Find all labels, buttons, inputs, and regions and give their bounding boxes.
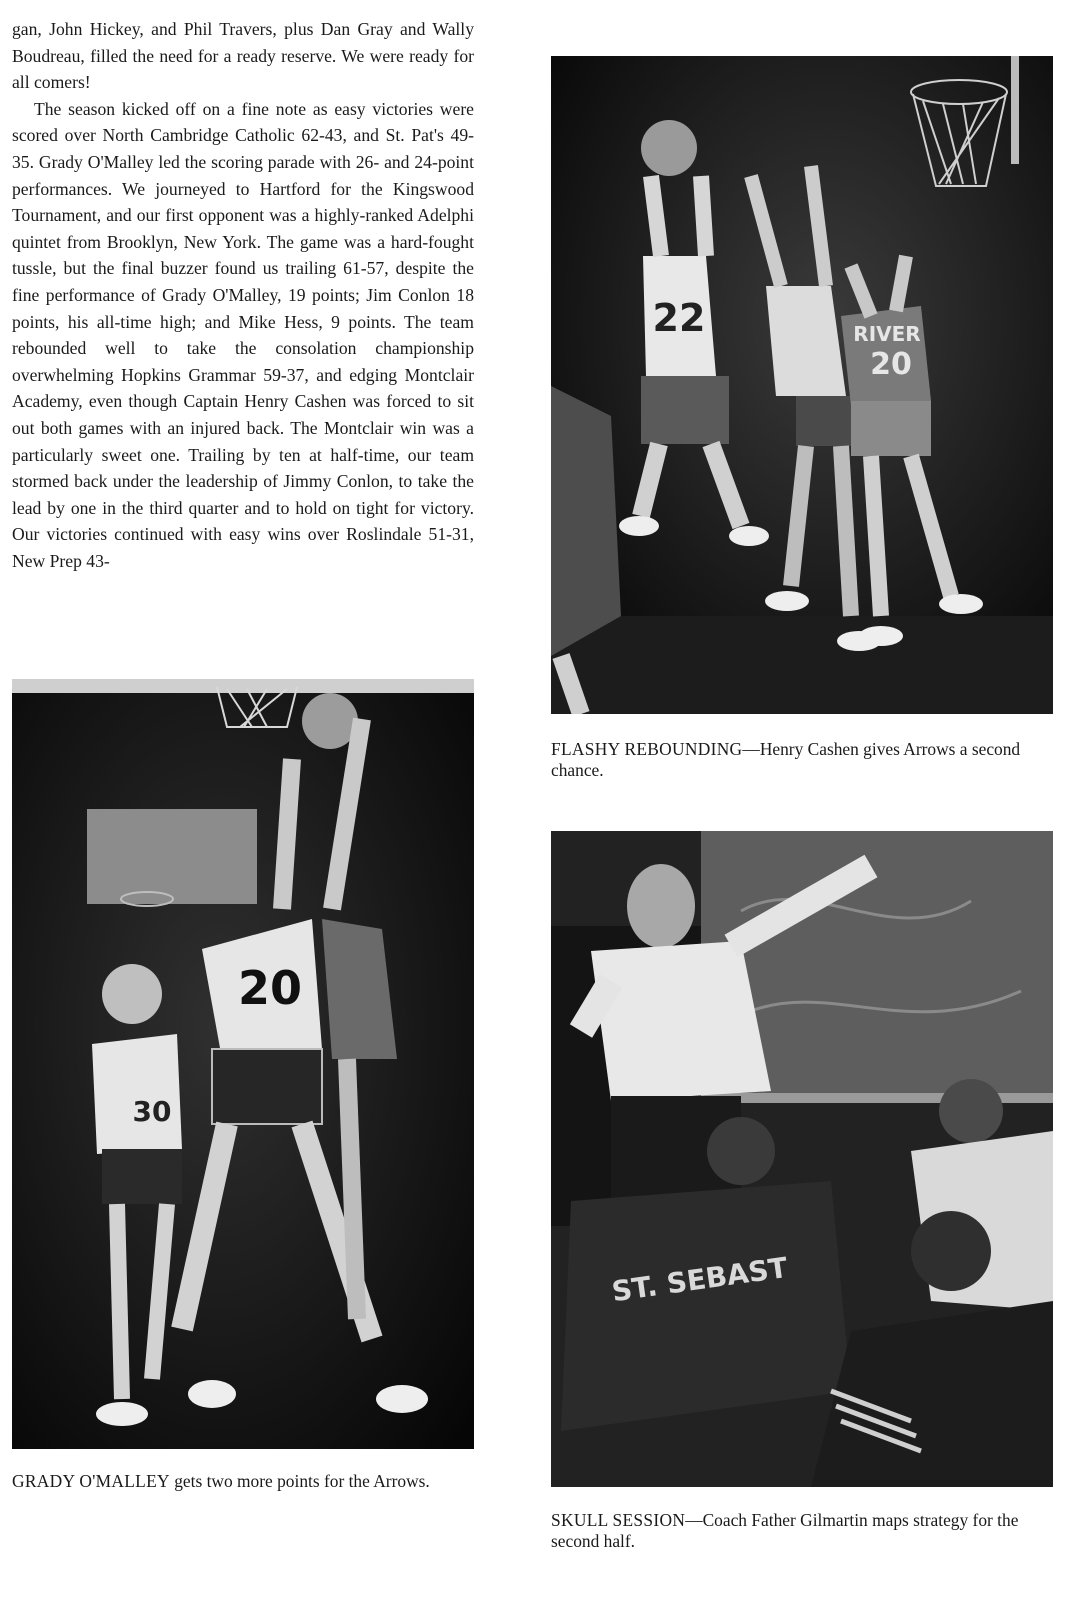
caption-lead: FLASHY REBOUNDING [551,739,743,759]
omalley-photo-illustration [12,679,474,1449]
photo-skull-session [551,831,1053,1487]
caption-grady-omalley [12,1471,474,1492]
skull-session-photo-illustration [551,831,1053,1487]
caption-text: —Coach Father Gilmartin maps strategy for the second half. [551,1510,1019,1551]
caption-lead: GRADY O'MALLEY [12,1471,170,1491]
caption-lead: SKULL SESSION [551,1510,686,1530]
photo-grady-omalley [12,679,474,1449]
photo-flashy-rebounding [551,56,1053,714]
backboard [87,809,257,904]
rebound-photo-illustration [551,56,1053,714]
caption-skull-session [551,1510,1053,1552]
jersey-number-30: 30 [132,1095,172,1128]
paragraph-2: The season kicked off on a fine note as easy victories were scored over North Cambridge Catholic 62-43, and St. Pat's 49-35. Grady O'Malley led the scoring parade with 26- and 24-point performances. We journeyed to Hartford for the Kingswood Tournament, and our first opponent was a highly-ranked Adelphi quintet from Brooklyn, New York. The game was a hard-fought tussle, but the final buzzer found us trailing 61-57, despite the fine performance of Grady O'Malley, 19 points; Jim Conlon 18 points, his all-time high; and Mike Hess, 9 points. The team rebounded well to take the consolation championship overwhelming Hopkins Grammar 59-37, and edging Montclair Academy, even though Captain Henry Cashen was forced to sit out both games with an injured back. The Montclair win was a particularly sweet one. Trailing by ten at half-time, our team stormed back under the leadership of Jimmy Conlon, to take the lead by one in the third quarter and to hold on tight for victory. Our victories continued with easy wins over Roslindale 51-31, New Prep 43- [12,98,474,571]
jersey-number-20: 20 [870,347,912,382]
caption-text: —Henry Cashen gives Arrows a second chance. [551,739,1021,780]
article-body [12,16,474,574]
jersey-text-river: RIVER [853,322,921,346]
jersey-number-22: 22 [652,296,706,340]
jersey-number-20: 20 [237,961,303,1015]
paragraph-1: gan, John Hickey, and Phil Travers, plus Dan Gray and Wally Boudreau, filled the need for a ready reserve. We were ready for all comers! [12,19,474,93]
shirt-text-st-sebast: ST. SEBAST [609,1250,790,1309]
caption-flashy-rebounding [551,739,1053,781]
caption-text: gets two more points for the Arrows. [169,1471,430,1491]
basketball [641,120,697,176]
